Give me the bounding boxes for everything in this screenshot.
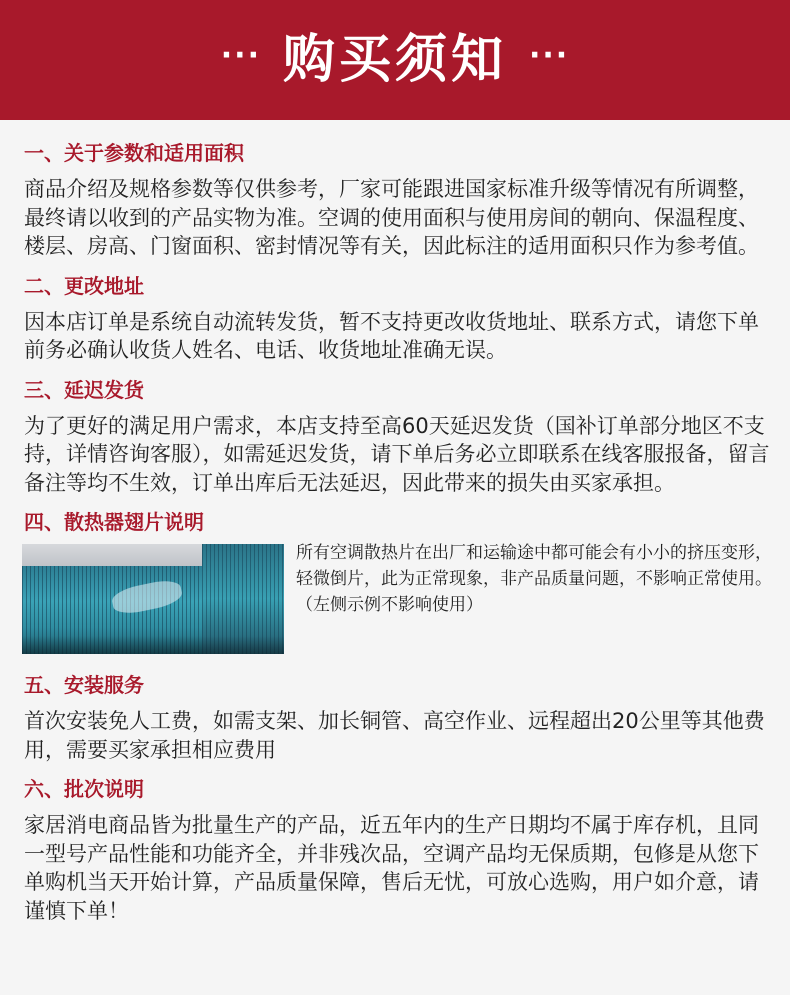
section-title-installation: 五、安装服务	[24, 673, 144, 697]
section-body-installation: 首次安装免人工费，如需支架、加长铜管、高空作业、远程超出20公里等其他费用，需要买家承担相应费用	[24, 709, 765, 762]
section-body-batch: 家居消电商品皆为批量生产的产品，近五年内的生产日期均不属于库存机，且同一型号产品性能和功能齐全，并非残次品，空调产品均无保质期，包修是从您下单购机当天开始计算，产品质量保障，售后无忧，可放心选购，用户如介意，请谨慎下单！	[24, 813, 759, 923]
section-body-fins: 所有空调散热片在出厂和运输途中都可能会有小小的挤压变形，轻微倒片，此为正常现象，非产品质量问题，不影响正常使用。（左侧示例不影响使用）	[296, 543, 772, 615]
section-body-address: 因本店订单是系统自动流转发货，暂不支持更改收货地址、联系方式，请您下单前务必确认收货人姓名、电话、收货地址准确无误。	[24, 309, 759, 362]
section-title-parameters: 一、关于参数和适用面积	[24, 141, 244, 165]
page-title: 购买须知	[282, 30, 507, 90]
section-title-address: 二、更改地址	[24, 273, 144, 298]
notice-content	[24, 140, 774, 937]
section-title-batch: 六、批次说明	[24, 777, 144, 801]
header-banner	[0, 0, 790, 120]
section-title-delay: 三、延迟发货	[24, 377, 144, 402]
section-title-fins: 四、散热器翅片说明	[24, 510, 204, 534]
section-body-delay: 为了更好的满足用户需求，本店支持至高60天延迟发货（国补订单部分地区不支持，详情咨询客服），如需延迟发货，请下单后务必立即联系在线客服报备，留言备注等均不生效，订单出库后无法延迟，因此带来的损失由买家承担。	[24, 413, 770, 495]
radiator-fin-photo	[22, 544, 284, 654]
section-body-parameters: 商品介绍及规格参数等仅供参考，厂家可能跟进国家标准升级等情况有所调整，最终请以收到的产品实物为准。空调的使用面积与使用房间的朝向、保温程度、楼层、房高、门窗面积、密封情况等有关，因此标注的适用面积只作为参考值。	[24, 177, 759, 258]
decorative-dots-right: ···	[529, 38, 570, 73]
fins-row	[24, 544, 774, 654]
decorative-dots-left: ···	[220, 38, 261, 73]
